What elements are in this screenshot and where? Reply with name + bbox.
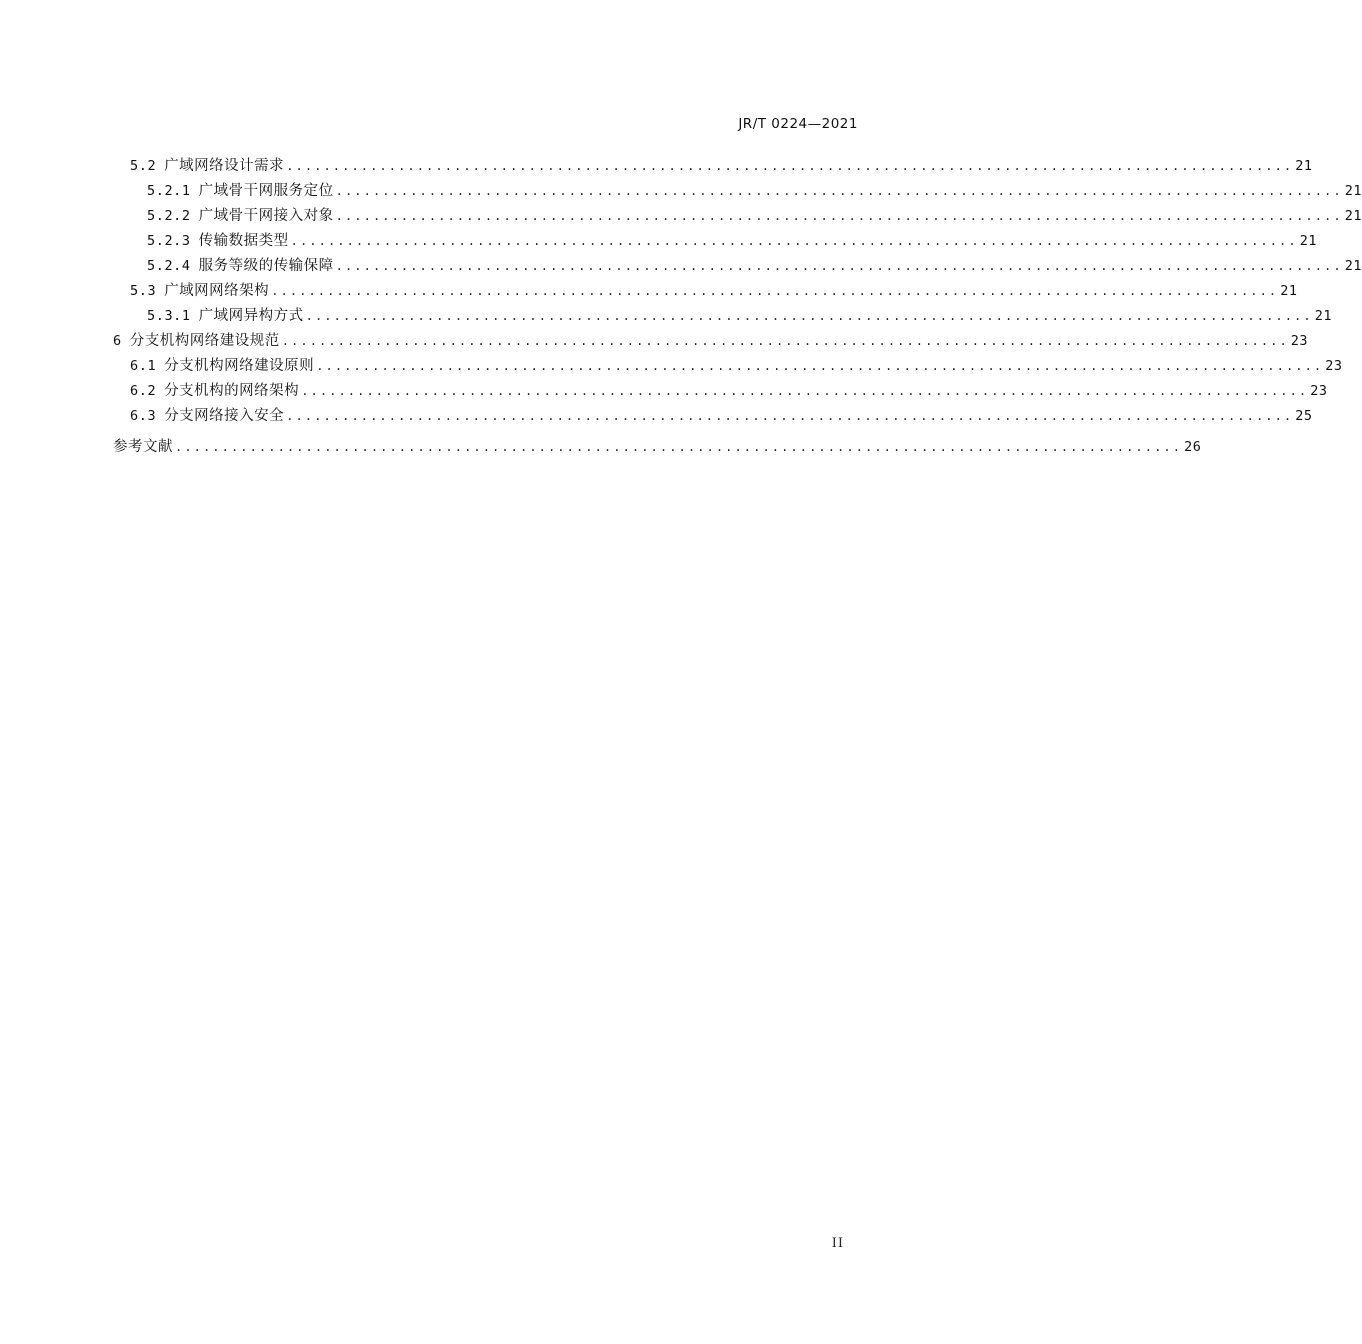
toc-entry-title: 分支机构的网络架构 [164, 383, 300, 399]
toc-entry-number: 5.2.3 [147, 233, 191, 249]
toc-entry-number: 5.2.2 [147, 208, 191, 224]
toc-entry[interactable] [113, 306, 1332, 331]
toc-entry-page: 21 [1280, 283, 1298, 299]
toc-entry-page: 23 [1325, 358, 1343, 374]
toc-dot-leader: ............................................................................................................ [286, 159, 1294, 173]
toc-dot-leader: ............................................................................................................ [286, 409, 1294, 423]
toc-entry-page: 21 [1344, 208, 1362, 224]
document-code-header: JR/T 0224—2021 [738, 116, 858, 132]
toc-entry-page: 25 [1295, 408, 1313, 424]
toc-dot-leader: ............................................................................................................ [271, 284, 1279, 298]
toc-entry-number: 5.3 [130, 283, 157, 299]
toc-entry-title: 广域网络设计需求 [164, 158, 285, 174]
toc-entry-title: 服务等级的传输保障 [198, 258, 334, 274]
toc-entry-number: 6.3 [130, 408, 157, 424]
toc-entry[interactable] [113, 331, 1309, 356]
toc-dot-leader: ............................................................................................................ [290, 234, 1298, 248]
toc-entry-page: 21 [1295, 158, 1313, 174]
toc-dot-leader: ............................................................................................................ [281, 334, 1289, 348]
toc-entry[interactable] [113, 256, 1362, 281]
toc-entry-number: 5.2.4 [147, 258, 191, 274]
toc-entry[interactable] [113, 206, 1362, 231]
toc-entry-page: 21 [1344, 258, 1362, 274]
toc-entry-number: 6 [113, 333, 122, 349]
toc-dot-leader: ............................................................................................................ [335, 184, 1343, 198]
toc-entry[interactable] [113, 381, 1328, 406]
toc-entry-title: 参考文献 [113, 439, 173, 455]
toc-entry-references[interactable] [113, 437, 1202, 462]
toc-entry[interactable] [113, 231, 1317, 256]
page-number: II [831, 1236, 844, 1251]
toc-entry-number: 6.2 [130, 383, 157, 399]
toc-entry-title: 传输数据类型 [198, 233, 289, 249]
toc-entry-title: 分支机构网络建设规范 [129, 333, 280, 349]
toc-entry-title: 分支网络接入安全 [164, 408, 285, 424]
toc-dot-leader: ............................................................................................................ [305, 309, 1313, 323]
table-of-contents [113, 156, 1362, 462]
toc-dot-leader: ............................................................................................................ [175, 440, 1183, 454]
toc-entry-page: 21 [1344, 183, 1362, 199]
toc-entry-page: 23 [1290, 333, 1309, 349]
toc-entry-page: 23 [1310, 383, 1328, 399]
toc-entry-title: 广域骨干网服务定位 [198, 183, 334, 199]
toc-dot-leader: ............................................................................................................ [335, 209, 1343, 223]
toc-dot-leader: ............................................................................................................ [301, 384, 1309, 398]
toc-entry-page: 21 [1314, 308, 1332, 324]
toc-entry[interactable] [113, 181, 1362, 206]
toc-dot-leader: ............................................................................................................ [335, 259, 1343, 273]
toc-dot-leader: ............................................................................................................ [316, 359, 1324, 373]
toc-entry-page: 21 [1299, 233, 1317, 249]
toc-entry-page: 26 [1184, 439, 1202, 455]
toc-entry-number: 5.2.1 [147, 183, 191, 199]
toc-entry-title: 广域网网络架构 [164, 283, 270, 299]
toc-entry-title: 广域骨干网接入对象 [198, 208, 334, 224]
toc-entry-title: 广域网异构方式 [198, 308, 304, 324]
toc-entry-number: 6.1 [130, 358, 157, 374]
toc-entry[interactable] [113, 281, 1298, 306]
toc-entry-number: 5.2 [130, 158, 157, 174]
toc-entry[interactable] [113, 156, 1313, 181]
toc-entry-number: 5.3.1 [147, 308, 191, 324]
toc-entry[interactable] [113, 356, 1343, 381]
toc-entry-title: 分支机构网络建设原则 [164, 358, 315, 374]
toc-entry[interactable] [113, 406, 1313, 431]
